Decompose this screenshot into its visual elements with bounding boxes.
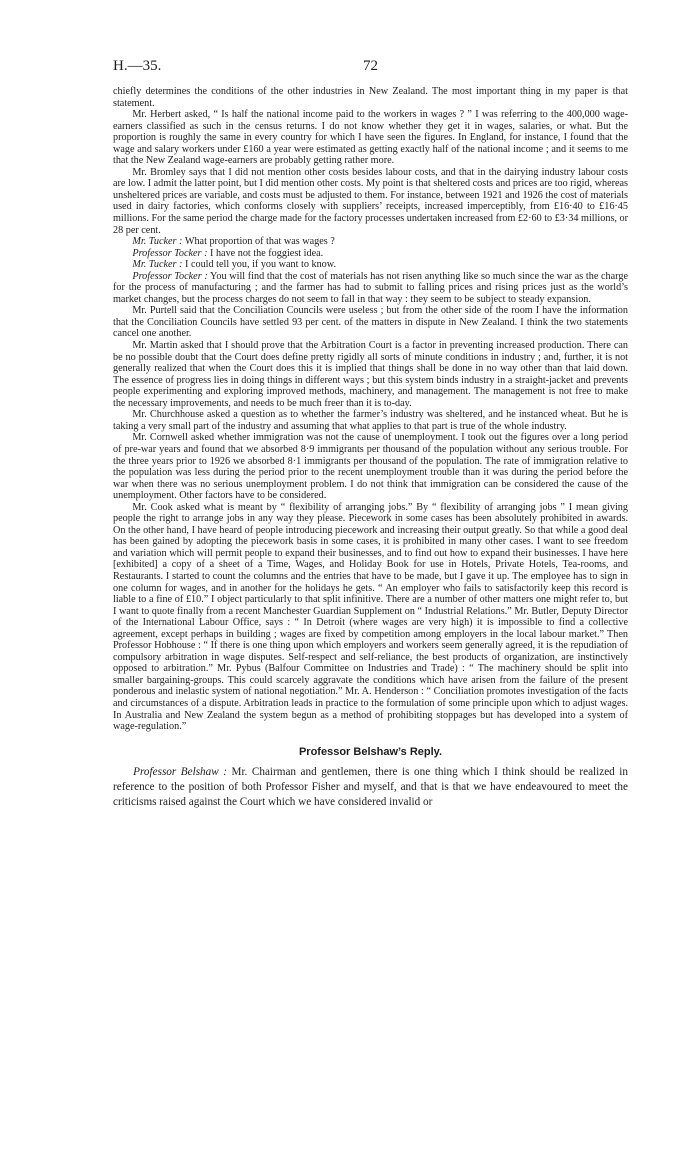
dialogue-text: Mr. Chairman and gentlemen, there is one thing which I think should be realized in reference to the position of both Professor Fisher and myself, and that is that we have endeavoured to meet the criticisms raised against the Court which we have considered invalid or xyxy=(113,765,629,808)
page-header xyxy=(113,58,628,78)
dialogue-line xyxy=(113,271,628,306)
dialogue-line xyxy=(113,765,628,810)
dialogue-text: You will find that the cost of materials has not risen anything like so much since the war as the charge for the process of manufacturing ; and the farmer has had to submit to falling prices and rising prices just as the world’s market changes, but the process charges do not seem to fall in that way : they seem to be subject to steady expansion. xyxy=(113,270,628,305)
speaker-name: Professor Belshaw : xyxy=(133,765,227,778)
dialogue-text: What proportion of that was wages ? xyxy=(184,236,335,248)
reply-text xyxy=(113,765,628,810)
paragraph: Mr. Martin asked that I should prove that the Arbitration Court is a factor in preventing increased production. There can be no possible doubt that the Court does define pretty rigidly all sorts of minute conditions in industry ; and, further, it is not generally realized that when the Court does this it is implied that things shall be done in no way other than that laid down. The essence of progress lies in doing things in different ways ; but this system binds industry in a straight-jacket and prevents people experimenting and exploring improved methods, machinery, and management. The management is not free to make the necessary improvements, and needs to be much freer than it is to-day. xyxy=(113,340,628,409)
speaker-name: Mr. Tucker : xyxy=(132,236,183,248)
speaker-name: Professor Tocker : xyxy=(132,270,208,282)
paragraph: Mr. Cook asked what is meant by “ flexibility of arranging jobs.” By “ flexibility of arranging jobs ” I mean giving people the right to arrange jobs in any way they please. Piecework in some cases has been absolutely prohibited in awards. On the other hand, I have heard of people introducing piecework and increasing their output greatly. So that while a good deal has been gained by adopting the piecework basis in some cases, it is prohibited in many other cases. I want to see freedom and variation which will permit people to expand their businesses, and to find out how to expand their businesses. I have here [exhibited] a copy of a sheet of a Time, Wages, and Holiday Book for use in Hotels, Private Hotels, Tea-rooms, and Restaurants. I started to count the columns and the entries that have to be made, but I gave it up. The employee has to sign in one column for wages, and in another for the holidays he gets. “ An employer who fails to satisfactorily keep this record is liable to a fine of £10.” I object particularly to that split infinitive. There are a number of other matters one might refer to, but I want to quote finally from a recent Manchester Guardian Supplement on “ Industrial Relations.” Mr. Butler, Deputy Director of the International Labour Office, says : “ In Detroit (where wages are very high) it is impossible to find a collective agreement, except perhaps in building ; wages are fixed by competition among employers in the local labour market.” Then Professor Hobhouse : “ If there is one thing upon which employers and workers seem generally agreed, it is the repudiation of compulsory arbitration in wage disputes. Self-respect and self-reliance, the best products of organization, are instinctively opposed to arbitration.” Mr. Pybus (Balfour Committee on Industries and Trade) : “ The machinery should be split into smaller bargaining-groups. This could scarcely aggravate the conditions which have arisen from the failure of the present ponderous and inelastic system of national negotiation.” Mr. A. Henderson : “ Conciliation promotes investigation of the facts and circumstances of a dispute. Arbitration leads in practice to the formulation of some principle upon which to adjust wages. In Australia and New Zealand the system begun as a method of prohibiting stoppages but has developed into a system of wage-regulation.” xyxy=(113,501,628,733)
paragraph: Mr. Churchhouse asked a question as to whether the farmer’s industry was sheltered, and he instanced wheat. But he is taking a very small part of the industry and assuming that what applies to that part is true of the whole industry. xyxy=(113,409,628,432)
dialogue-text: I have not the foggiest idea. xyxy=(210,247,324,259)
paragraph: Mr. Cornwell asked whether immigration was not the cause of unemployment. I took out the figures over a long period of pre-war years and found that we absorbed 8·9 immigrants per thousand of the population without any serious trouble. For the three years prior to 1926 we absorbed 8·1 immigrants per thousand of the population. The rate of immigration relative to the population was less during the period prior to the recent unemployment trouble than it was during the period before the war when there was no serious unemployment problem. I do not think that immigration can be considered the cause of the unemployment. Other factors have to be considered. xyxy=(113,432,628,502)
speaker-name: Professor Tocker : xyxy=(132,247,208,259)
section-heading: Professor Belshaw’s Reply. xyxy=(298,745,443,758)
speaker-name: Mr. Tucker : xyxy=(132,259,183,271)
dialogue-text: I could tell you, if you want to know. xyxy=(185,259,337,271)
paragraph: Mr. Bromley says that I did not mention other costs besides labour costs, and that in the dairying industry labour costs are low. I admit the latter point, but I did mention other costs. My point is that sheltered costs and prices are too rigid, whereas unsheltered prices are variable, and costs must be adjusted to them. For instance, between 1921 and 1926 the cost of materials used in dairy factories, which conforms closely with suppliers’ receipts, increased imperceptibly, from £16·40 to £16·45 millions. For the same period the charge made for the factory processes undertaken increased from £2·60 to £3·34 millions, or 28 per cent. xyxy=(113,166,628,236)
paragraph: chiefly determines the conditions of the other industries in New Zealand. The most important thing in my paper is that statement. xyxy=(113,86,628,109)
paragraph: Mr. Purtell said that the Conciliation Councils were useless ; but from the other side of the room I have the information that the Conciliation Councils have settled 93 per cent. of the matters in dispute in New Zealand. I think the two statements cancel one another. xyxy=(113,305,628,340)
paragraph: Mr. Herbert asked, “ Is half the national income paid to the workers in wages ? ” I was referring to the 400,000 wage-earners classified as such in the census returns. I do not know whether they get it in wages, salaries, or what. But the proportion is roughly the same in every country for which I have seen the figures. In England, for instance, I found that the wage and salary workers under £160 a year were estimated as getting exactly half of the national income ; and it seems to me that the New Zealand wage-earners are probably getting rather more. xyxy=(113,109,628,167)
page-number: 72 xyxy=(363,58,378,74)
body-text xyxy=(113,86,628,733)
dialogue-line xyxy=(113,248,628,260)
document-reference: H.—35. xyxy=(113,58,162,74)
dialogue-line xyxy=(113,259,628,271)
dialogue-line xyxy=(113,236,628,248)
